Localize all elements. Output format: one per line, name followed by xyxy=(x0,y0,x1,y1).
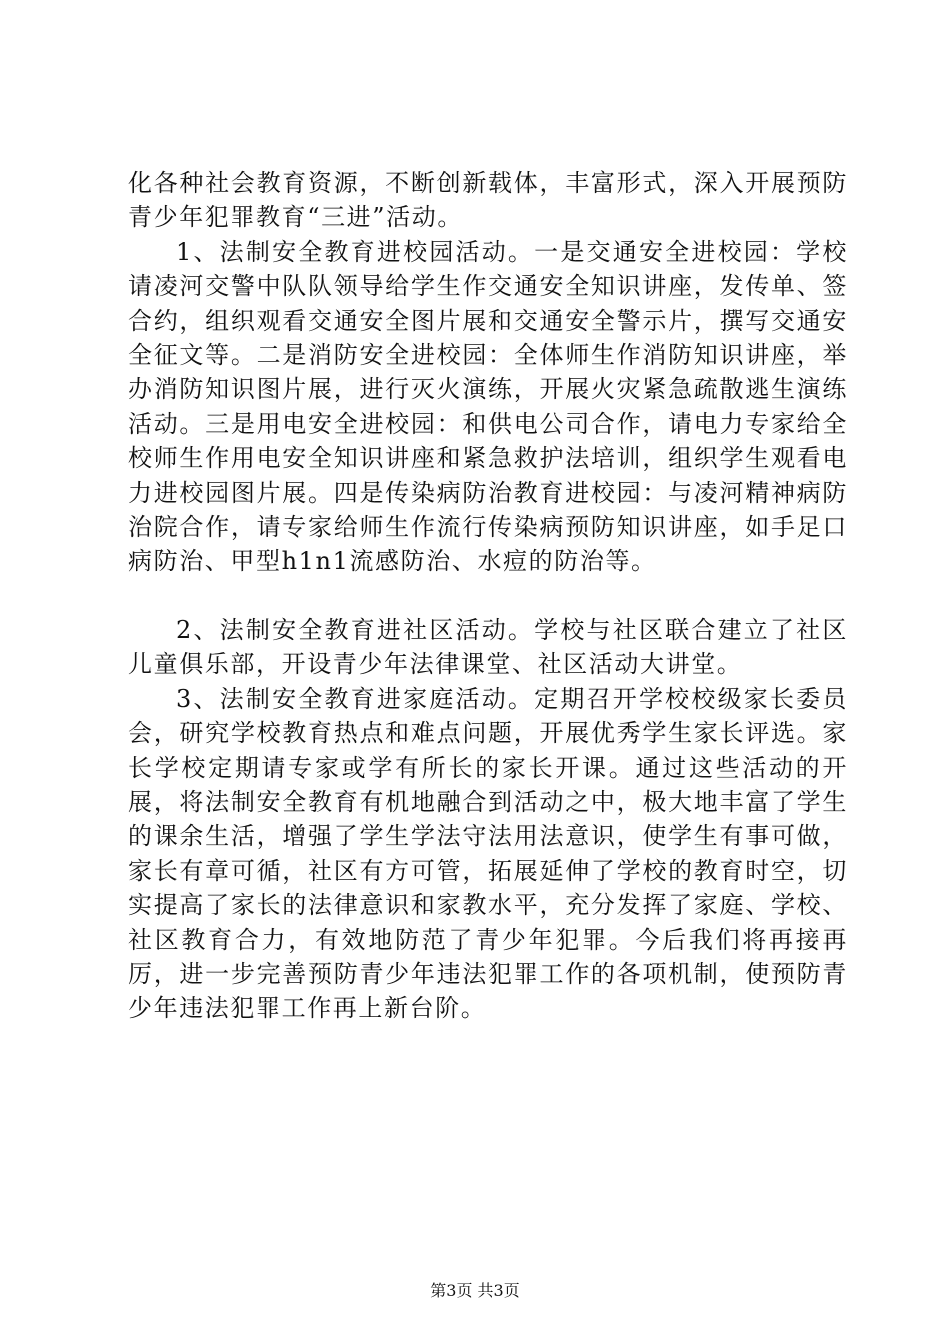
page-footer: 第3页 共3页 xyxy=(430,1281,520,1300)
paragraph-community-activities: 2、法制安全教育进社区活动。学校与社区联合建立了社区儿童俱乐部，开设青少年法律课堂、社区活动大讲堂。 xyxy=(128,615,848,679)
paragraph-family-activities: 3、法制安全教育进家庭活动。定期召开学校校级家长委员会，研究学校教育热点和难点问题，开展优秀学生家长评选。家长学校定期请专家或学有所长的家长开课。通过这些活动的开展，将法制安全教育有机地融合到活动之中，极大地丰富了学生的课余生活，增强了学生学法守法用法意识，使学生有事可做，家长有章可循，社区有方可管，拓展延伸了学校的教育时空，切实提高了家长的法律意识和家教水平，充分发挥了家庭、学校、社区教育合力，有效地防范了青少年犯罪。今后我们将再接再厉，进一步完善预防青少年违法犯罪工作的各项机制，使预防青少年违法犯罪工作再上新台阶。 xyxy=(128,684,848,1023)
paragraph-continuation: 化各种社会教育资源，不断创新载体，丰富形式，深入开展预防青少年犯罪教育“三进”活动。 xyxy=(128,169,848,232)
document-body xyxy=(128,166,848,1026)
paragraph-school-activities: 1、法制安全教育进校园活动。一是交通安全进校园：学校请凌河交警中队队领导给学生作交通安全知识讲座，发传单、签合约，组织观看交通安全图片展和交通安全警示片，撰写交通安全征文等。二是消防安全进校园：全体师生作消防知识讲座，举办消防知识图片展，进行灭火演练，开展火灾紧急疏散逃生演练活动。三是用电安全进校园：和供电公司合作，请电力专家给全校师生作用电安全知识讲座和紧急救护法培训，组织学生观看电力进校园图片展。四是传染病防治教育进校园：与凌河精神病防治院合作，请专家给师生作流行传染病预防知识讲座，如手足口病防治、甲型h1n1流感防治、水痘的防治等。 xyxy=(128,237,848,576)
